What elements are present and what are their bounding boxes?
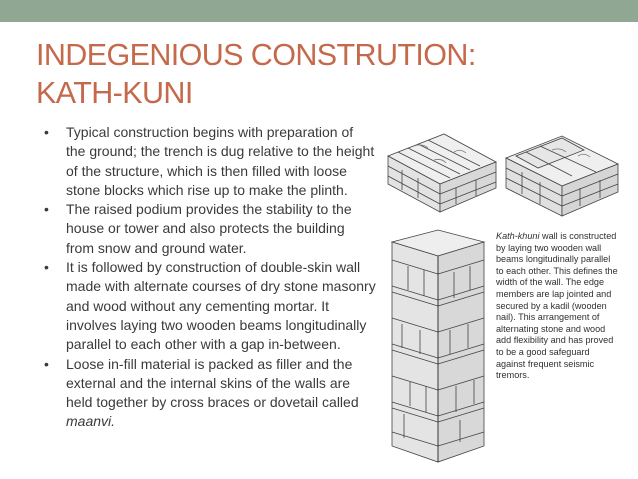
title-line-2: KATH-KUNI: [36, 76, 193, 110]
title-line-1: INDEGENIOUS CONSTRUTION:: [36, 38, 476, 72]
wall-elevation-sketch: [384, 226, 494, 472]
slide-title: [36, 36, 476, 112]
bullet-list: [44, 123, 376, 432]
bullet-item: • It is followed by construction of double-skin wall made with alternate courses of dry stone masonry and wood without any cementing mortar. It involves laying two wooden beams longitudinally parallel to each other with a gap in-between.: [44, 258, 376, 354]
wall-corner-sketch-1: [384, 126, 504, 218]
bullet-item: • The raised podium provides the stability to the house or tower and also protects the building from snow and ground water.: [44, 200, 376, 258]
wall-corner-sketch-2: [500, 126, 624, 222]
figure-caption: [496, 231, 618, 382]
caption-text: wall is constructed by laying two wooden wall beams longitudinally parallel to each other. This defines the width of the wall. The edge members are lap jointed and secured by a kadil (wooden nail). This arrangement of alternating stone and wood add flexibility and has proved to be a good safeguard against frequent seismic tremors.: [496, 231, 618, 381]
caption-term: Kath-khuni: [496, 231, 540, 241]
bullet-item: • Typical construction begins with preparation of the ground; the trench is dug relative to the height of the structure, which is then filled with loose stone blocks which rise up to make the plinth.: [44, 123, 376, 200]
bullet-item: • Loose in-fill material is packed as filler and the external and the internal skins of the walls are held together by cross braces or dovetail called maanvi.: [44, 355, 376, 432]
top-accent-bar: [0, 0, 638, 22]
term-maanvi: maanvi.: [66, 413, 116, 430]
